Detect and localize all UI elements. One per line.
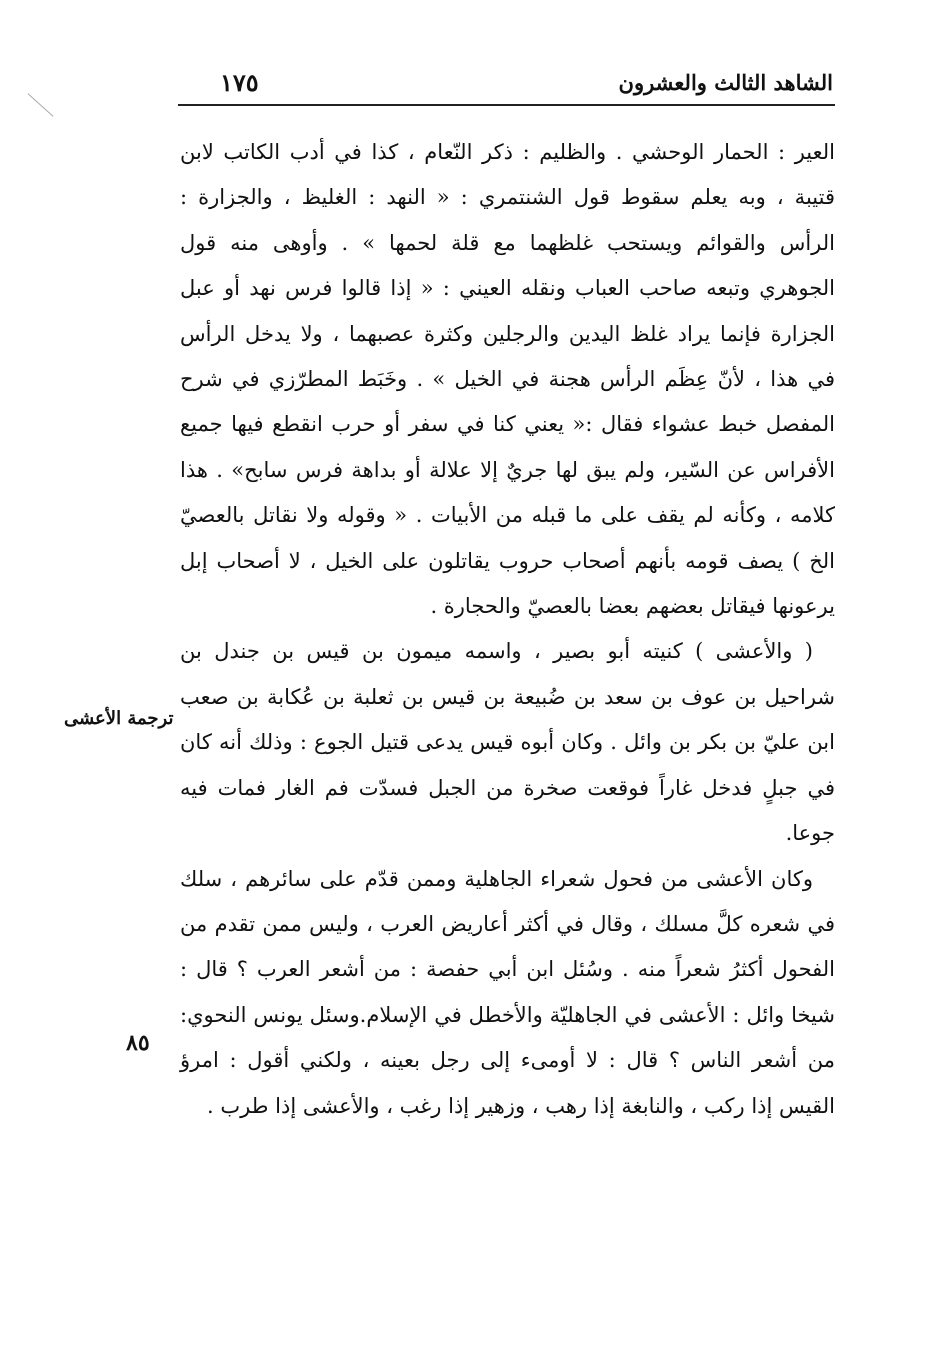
page-header <box>178 62 833 102</box>
paragraph-poet-rank: وكان الأعشى من فحول شعراء الجاهلية وممن قدّم على سائرهم ، سلك في شعره كلَّ مسلك ، وقال في أكثر أعاريض العرب ، وليس ممن تقدم من الفحول أكثرُ شعراً منه . وسُئل ابن أبي حفصة : من أشعر العرب ؟ قال : شيخا وائل : الأعشى في الجاهليّة والأخطل في الإسلام.وسئل يونس النحوي: من أشعر الناس ؟ قال : لا أومىء إلى رجل بعينه ، ولكني أقول : امرؤ القيس إذا ركب ، والنابغة إذا رهب ، وزهير إذا رغب ، والأعشى إذا طرب . <box>180 866 835 1118</box>
paragraph-commentary: العير : الحمار الوحشي . والظليم : ذكر النّعام ، كذا في أدب الكاتب لابن قتيبة ، وبه يعلم سقوط قول الشنتمري : « النهد : الغليظ ، والجزارة : الرأس والقوائم ويستحب غلظهما مع قلة لحمها » . وأوهى منه قول الجوهري وتبعه صاحب العباب ونقله العيني : « إذا قالوا فرس نهد أو عبل الجزارة فإنما يراد غلظ اليدين والرجلين وكثرة عصبهما ، ولا يدخل الرأس في هذا ، لأنّ عِظَم الرأس هجنة في الخيل » . وخَبَط المطرّزي في شرح المفصل خبط عشواء فقال :« يعني كنا في سفر أو حرب انقطع فيها جميع الأفراس عن السّير، ولم يبق لها جريٌ إلا علالة أو بداهة فرس سابح» . هذا كلامه ، وكأنه لم يقف على ما قبله من الأبيات . « وقوله ولا نقاتل بالعصيّ الخ ) يصف قومه بأنهم أصحاب حروب يقاتلون على الخيل ، لا أصحاب إبل يرعونها فيقاتل بعضهم بعضا بالعصيّ والحجارة . <box>180 140 835 619</box>
body-text <box>180 130 835 1129</box>
scan-artifact-mark <box>28 93 54 116</box>
margin-number: ٨٥ <box>126 1030 150 1056</box>
header-rule <box>178 104 835 106</box>
running-title: الشاهد الثالث والعشرون <box>618 70 833 95</box>
page-number: ١٧٥ <box>220 68 259 97</box>
margin-note: ترجمة الأعشى <box>64 708 174 729</box>
paragraph-biography: ( والأعشى ) كنيته أبو بصير ، واسمه ميمون بن قيس بن جندل بن شراحيل بن عوف بن سعد بن ضُبيعة بن قيس بن ثعلبة بن عُكابة بن صعب ابن عليّ بن بكر بن وائل . وكان أبوه قيس يدعى قتيل الجوع : وذلك أنه كان في جبلٍ فدخل غاراً فوقعت صخرة من الجبل فسدّت فم الغار فمات فيه جوعا. <box>180 639 835 846</box>
